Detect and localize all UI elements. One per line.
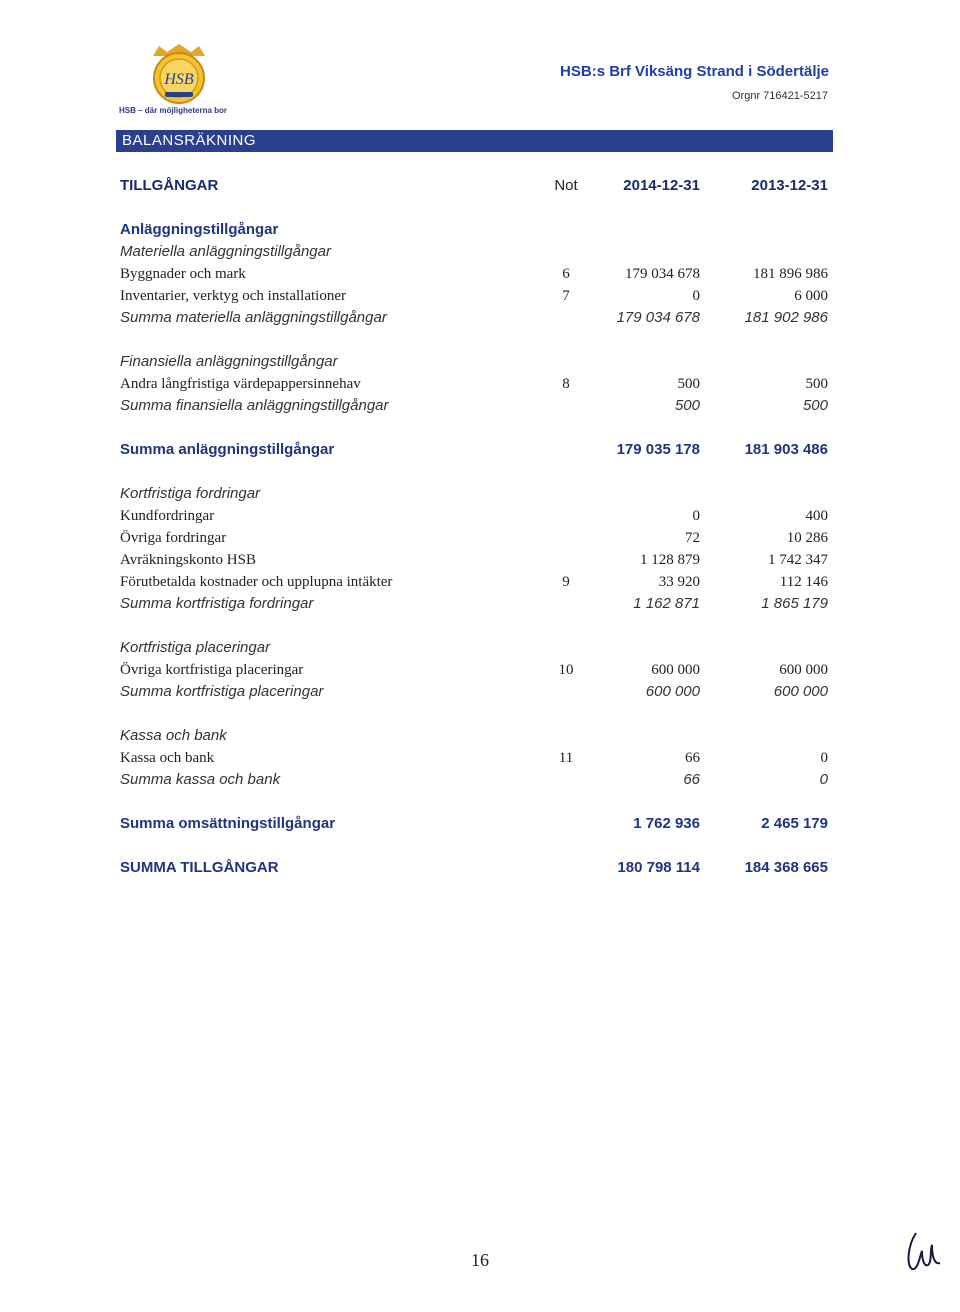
table-row <box>0 748 960 768</box>
row-label: Kassa och bank <box>120 750 215 766</box>
table-row <box>0 484 960 504</box>
hsb-logo-icon <box>145 42 213 104</box>
row-note: 7 <box>562 288 570 304</box>
table-row <box>0 264 960 284</box>
row-value-2013: 1 742 347 <box>768 552 828 568</box>
slogan: HSB – där möjligheterna bor <box>119 106 228 115</box>
table-row <box>0 440 960 460</box>
column-note: Not <box>554 177 578 194</box>
column-title: TILLGÅNGAR <box>120 177 219 194</box>
table-row <box>0 286 960 306</box>
row-value-2013: 181 896 986 <box>753 266 828 282</box>
page-number: 16 <box>471 1250 489 1270</box>
row-value-2013: 600 000 <box>773 683 828 700</box>
row-value-2014: 0 <box>692 508 700 524</box>
row-label: Övriga fordringar <box>120 530 227 546</box>
row-value-2013: 400 <box>805 508 828 524</box>
table-row <box>0 396 960 416</box>
row-label: Finansiella anläggningstillgångar <box>120 353 338 370</box>
row-label: Summa anläggningstillgångar <box>120 441 335 458</box>
row-value-2013: 112 146 <box>779 574 828 590</box>
row-value-2013: 500 <box>802 397 828 414</box>
table-row <box>0 858 960 878</box>
row-value-2014: 500 <box>674 397 700 414</box>
row-value-2013: 6 000 <box>794 288 828 304</box>
svg-text:HSB: HSB <box>164 71 194 88</box>
table-row <box>0 726 960 746</box>
org-number: Orgnr 716421-5217 <box>731 90 828 102</box>
row-label: Summa kortfristiga fordringar <box>120 595 314 612</box>
row-label: Summa finansiella anläggningstillgångar <box>120 397 389 414</box>
table-row <box>0 374 960 394</box>
row-value-2013: 600 000 <box>779 662 828 678</box>
row-value-2013: 184 368 665 <box>744 859 828 876</box>
row-label: Andra långfristiga värdepappersinnehav <box>120 376 361 392</box>
row-label: Förutbetalda kostnader och upplupna intäkter <box>120 574 393 590</box>
row-value-2014: 1 762 936 <box>633 815 700 832</box>
table-row <box>0 242 960 262</box>
row-value-2013: 2 465 179 <box>761 815 828 832</box>
row-value-2014: 179 035 178 <box>616 441 700 458</box>
row-value-2013: 0 <box>819 771 828 788</box>
table-row <box>0 308 960 328</box>
row-label: Byggnader och mark <box>120 266 246 282</box>
row-value-2014: 66 <box>685 750 700 766</box>
row-label: Inventarier, verktyg och installationer <box>120 288 346 304</box>
table-row <box>0 506 960 526</box>
row-label: Anläggningstillgångar <box>120 221 279 238</box>
row-value-2013: 500 <box>805 376 828 392</box>
column-year-2: 2013-12-31 <box>751 177 828 194</box>
row-value-2014: 179 034 678 <box>616 309 700 326</box>
row-label: Övriga kortfristiga placeringar <box>120 662 304 678</box>
row-note: 10 <box>558 662 574 678</box>
table-row <box>0 770 960 790</box>
row-note: 8 <box>562 376 570 392</box>
row-value-2014: 600 000 <box>645 683 700 700</box>
row-value-2014: 180 798 114 <box>617 859 700 876</box>
row-label: Kassa och bank <box>120 727 227 744</box>
table-row <box>0 528 960 548</box>
table-row <box>0 682 960 702</box>
row-label: Summa omsättningstillgångar <box>120 815 336 832</box>
row-label: SUMMA TILLGÅNGAR <box>120 859 279 876</box>
row-value-2014: 600 000 <box>651 662 700 678</box>
row-label: Summa kortfristiga placeringar <box>120 683 324 700</box>
row-note: 9 <box>562 574 570 590</box>
row-label: Kortfristiga fordringar <box>120 485 261 502</box>
row-value-2013: 0 <box>820 750 828 766</box>
row-note: 11 <box>558 750 574 766</box>
table-row <box>0 594 960 614</box>
signature-icon <box>898 1225 948 1275</box>
table-row <box>0 550 960 570</box>
row-value-2013: 1 865 179 <box>761 595 828 612</box>
row-value-2013: 10 286 <box>786 530 828 546</box>
table-row <box>0 572 960 592</box>
row-value-2014: 1 162 871 <box>633 595 700 612</box>
row-value-2014: 66 <box>683 771 700 788</box>
row-label: Summa materiella anläggningstillgångar <box>120 309 387 326</box>
row-value-2014: 179 034 678 <box>625 266 700 282</box>
table-row <box>0 638 960 658</box>
row-value-2013: 181 902 986 <box>744 309 828 326</box>
table-row <box>0 352 960 372</box>
row-label: Kundfordringar <box>120 508 215 524</box>
row-label: Summa kassa och bank <box>120 771 281 788</box>
row-value-2013: 181 903 486 <box>744 441 828 458</box>
table-row <box>0 814 960 834</box>
column-year-1: 2014-12-31 <box>623 177 700 194</box>
org-name: HSB:s Brf Viksäng Strand i Södertälje <box>560 63 829 80</box>
column-header <box>0 176 960 196</box>
row-value-2014: 0 <box>692 288 700 304</box>
table-row <box>0 660 960 680</box>
row-note: 6 <box>562 266 570 282</box>
section-banner: BALANSRÄKNING <box>116 130 833 152</box>
row-value-2014: 500 <box>677 376 700 392</box>
table-row <box>0 220 960 240</box>
row-label: Avräkningskonto HSB <box>120 552 256 568</box>
row-value-2014: 1 128 879 <box>640 552 700 568</box>
row-value-2014: 33 920 <box>658 574 700 590</box>
row-label: Materiella anläggningstillgångar <box>120 243 331 260</box>
row-value-2014: 72 <box>685 530 700 546</box>
row-label: Kortfristiga placeringar <box>120 639 271 656</box>
